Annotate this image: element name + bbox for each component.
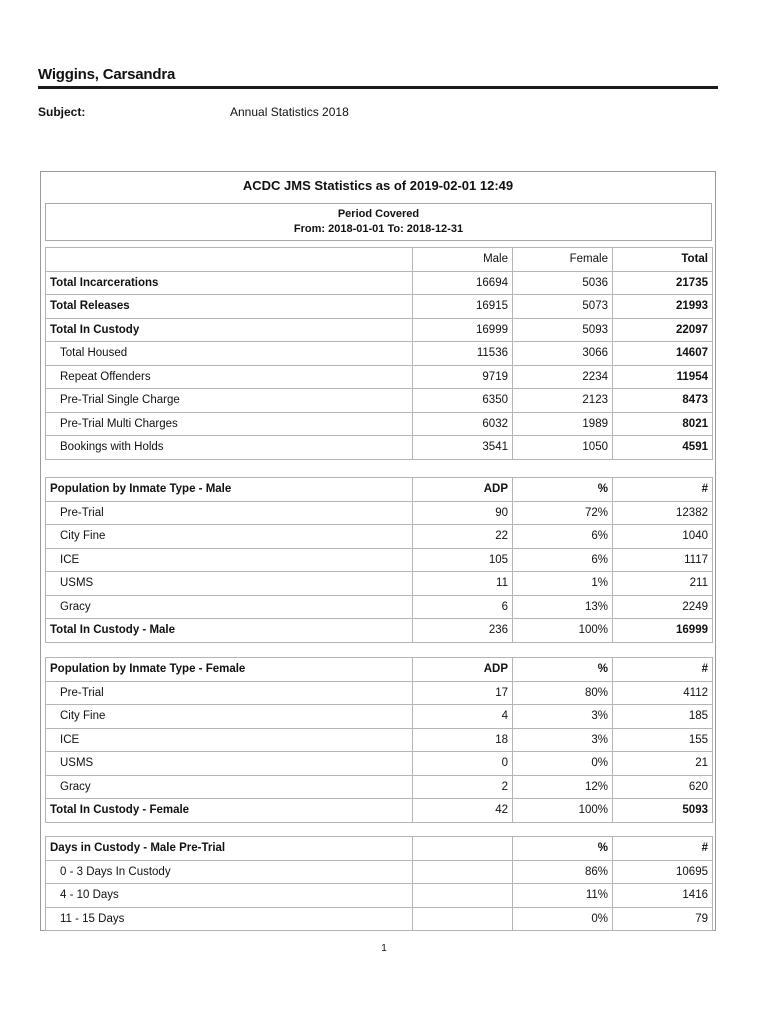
- percent-value: 86%: [513, 860, 613, 884]
- count-value: 4112: [613, 681, 713, 705]
- col-adp: ADP: [413, 658, 513, 682]
- female-value: 5073: [513, 295, 613, 319]
- col-percent: %: [513, 478, 613, 502]
- female-type-header-row: [46, 658, 713, 682]
- row-label: Gracy: [46, 595, 413, 619]
- row-label: Pre-Trial: [46, 681, 413, 705]
- count-value: 10695: [613, 860, 713, 884]
- section-title: Population by Inmate Type - Female: [46, 658, 413, 682]
- female-value: 2234: [513, 365, 613, 389]
- male-value: 11536: [413, 342, 513, 366]
- count-value: 79: [613, 907, 713, 931]
- table-row: [46, 681, 713, 705]
- subject-label: Subject:: [38, 105, 86, 119]
- male-value: 6350: [413, 389, 513, 413]
- table-row: [46, 365, 713, 389]
- male-value: 16999: [413, 318, 513, 342]
- count-value: 2249: [613, 595, 713, 619]
- female-value: 2123: [513, 389, 613, 413]
- row-label: Total Housed: [46, 342, 413, 366]
- header-rule: [38, 86, 718, 89]
- percent-value: 80%: [513, 681, 613, 705]
- section-title: Population by Inmate Type - Male: [46, 478, 413, 502]
- percent-value: 3%: [513, 728, 613, 752]
- period-range: From: 2018-01-01 To: 2018-12-31: [293, 223, 464, 235]
- adp-value: 90: [413, 501, 513, 525]
- percent-value: 12%: [513, 775, 613, 799]
- total-value: 11954: [613, 365, 713, 389]
- table-row: [46, 752, 713, 776]
- total-row: [46, 619, 713, 643]
- adp-value: 18: [413, 728, 513, 752]
- count-value: 211: [613, 572, 713, 596]
- days-header-row: [46, 837, 713, 861]
- percent-value: 0%: [513, 907, 613, 931]
- row-label: ICE: [46, 728, 413, 752]
- row-label: ICE: [46, 548, 413, 572]
- count-value: 1040: [613, 525, 713, 549]
- table-row: [46, 318, 713, 342]
- female-value: 5093: [513, 318, 613, 342]
- percent-value: 11%: [513, 884, 613, 908]
- col-percent: %: [513, 658, 613, 682]
- summary-table: [45, 247, 713, 460]
- table-row: [46, 728, 713, 752]
- table-row: [46, 342, 713, 366]
- col-count: #: [613, 837, 713, 861]
- recipient-name: Wiggins, Carsandra: [38, 66, 176, 83]
- adp-value: 11: [413, 572, 513, 596]
- table-row: [46, 860, 713, 884]
- table-row: [46, 705, 713, 729]
- total-count: 16999: [613, 619, 713, 643]
- table-row: [46, 572, 713, 596]
- total-percent: 100%: [513, 799, 613, 823]
- col-total: Total: [613, 248, 713, 272]
- table-row: [46, 389, 713, 413]
- male-value: 16694: [413, 271, 513, 295]
- total-count: 5093: [613, 799, 713, 823]
- days-in-custody-table: [45, 836, 713, 931]
- col-count: #: [613, 478, 713, 502]
- period-label: Period Covered: [337, 208, 420, 220]
- total-value: 8473: [613, 389, 713, 413]
- percent-value: 0%: [513, 752, 613, 776]
- count-value: 21: [613, 752, 713, 776]
- male-value: 9719: [413, 365, 513, 389]
- row-label: City Fine: [46, 525, 413, 549]
- percent-value: 72%: [513, 501, 613, 525]
- row-label: 11 - 15 Days: [46, 907, 413, 931]
- row-label: Bookings with Holds: [46, 436, 413, 460]
- empty-cell: [413, 907, 513, 931]
- row-label: USMS: [46, 572, 413, 596]
- total-value: 21735: [613, 271, 713, 295]
- male-inmate-type-table: [45, 477, 713, 643]
- adp-value: 2: [413, 775, 513, 799]
- male-value: 3541: [413, 436, 513, 460]
- adp-value: 4: [413, 705, 513, 729]
- table-row: [46, 436, 713, 460]
- female-value: 1050: [513, 436, 613, 460]
- total-value: 4591: [613, 436, 713, 460]
- male-value: 16915: [413, 295, 513, 319]
- count-value: 185: [613, 705, 713, 729]
- table-row: [46, 595, 713, 619]
- empty-cell: [413, 837, 513, 861]
- row-label: USMS: [46, 752, 413, 776]
- male-value: 6032: [413, 412, 513, 436]
- total-value: 8021: [613, 412, 713, 436]
- total-percent: 100%: [513, 619, 613, 643]
- percent-value: 3%: [513, 705, 613, 729]
- total-row: [46, 799, 713, 823]
- row-label: 0 - 3 Days In Custody: [46, 860, 413, 884]
- col-female: Female: [513, 248, 613, 272]
- row-label: Gracy: [46, 775, 413, 799]
- section-title: Days in Custody - Male Pre-Trial: [46, 837, 413, 861]
- subject-value: Annual Statistics 2018: [230, 105, 349, 119]
- statistics-report: [40, 171, 716, 931]
- table-row: [46, 412, 713, 436]
- row-label: Pre-Trial Single Charge: [46, 389, 413, 413]
- adp-value: 105: [413, 548, 513, 572]
- adp-value: 17: [413, 681, 513, 705]
- count-value: 1117: [613, 548, 713, 572]
- table-row: [46, 907, 713, 931]
- row-label: 4 - 10 Days: [46, 884, 413, 908]
- row-label: Total In Custody: [46, 318, 413, 342]
- table-row: [46, 271, 713, 295]
- table-row: [46, 501, 713, 525]
- female-value: 5036: [513, 271, 613, 295]
- table-row: [46, 295, 713, 319]
- col-adp: ADP: [413, 478, 513, 502]
- count-value: 620: [613, 775, 713, 799]
- page-number: 1: [381, 943, 387, 954]
- row-label: Repeat Offenders: [46, 365, 413, 389]
- table-row: [46, 775, 713, 799]
- total-label: Total In Custody - Male: [46, 619, 413, 643]
- col-percent: %: [513, 837, 613, 861]
- female-value: 1989: [513, 412, 613, 436]
- table-row: [46, 525, 713, 549]
- summary-header-blank: [46, 248, 413, 272]
- row-label: Total Releases: [46, 295, 413, 319]
- female-inmate-type-table: [45, 657, 713, 823]
- row-label: Pre-Trial: [46, 501, 413, 525]
- adp-value: 6: [413, 595, 513, 619]
- adp-value: 22: [413, 525, 513, 549]
- count-value: 12382: [613, 501, 713, 525]
- total-value: 22097: [613, 318, 713, 342]
- col-male: Male: [413, 248, 513, 272]
- percent-value: 6%: [513, 525, 613, 549]
- count-value: 1416: [613, 884, 713, 908]
- total-adp: 42: [413, 799, 513, 823]
- percent-value: 1%: [513, 572, 613, 596]
- adp-value: 0: [413, 752, 513, 776]
- total-value: 21993: [613, 295, 713, 319]
- row-label: Total Incarcerations: [46, 271, 413, 295]
- count-value: 155: [613, 728, 713, 752]
- total-value: 14607: [613, 342, 713, 366]
- total-label: Total In Custody - Female: [46, 799, 413, 823]
- row-label: Pre-Trial Multi Charges: [46, 412, 413, 436]
- empty-cell: [413, 884, 513, 908]
- table-row: [46, 884, 713, 908]
- percent-value: 6%: [513, 548, 613, 572]
- row-label: City Fine: [46, 705, 413, 729]
- female-value: 3066: [513, 342, 613, 366]
- report-title: ACDC JMS Statistics as of 2019-02-01 12:49: [242, 178, 514, 193]
- table-row: [46, 548, 713, 572]
- empty-cell: [413, 860, 513, 884]
- period-covered-box: [45, 203, 712, 241]
- male-type-header-row: [46, 478, 713, 502]
- total-adp: 236: [413, 619, 513, 643]
- percent-value: 13%: [513, 595, 613, 619]
- col-count: #: [613, 658, 713, 682]
- summary-header-row: [46, 248, 713, 272]
